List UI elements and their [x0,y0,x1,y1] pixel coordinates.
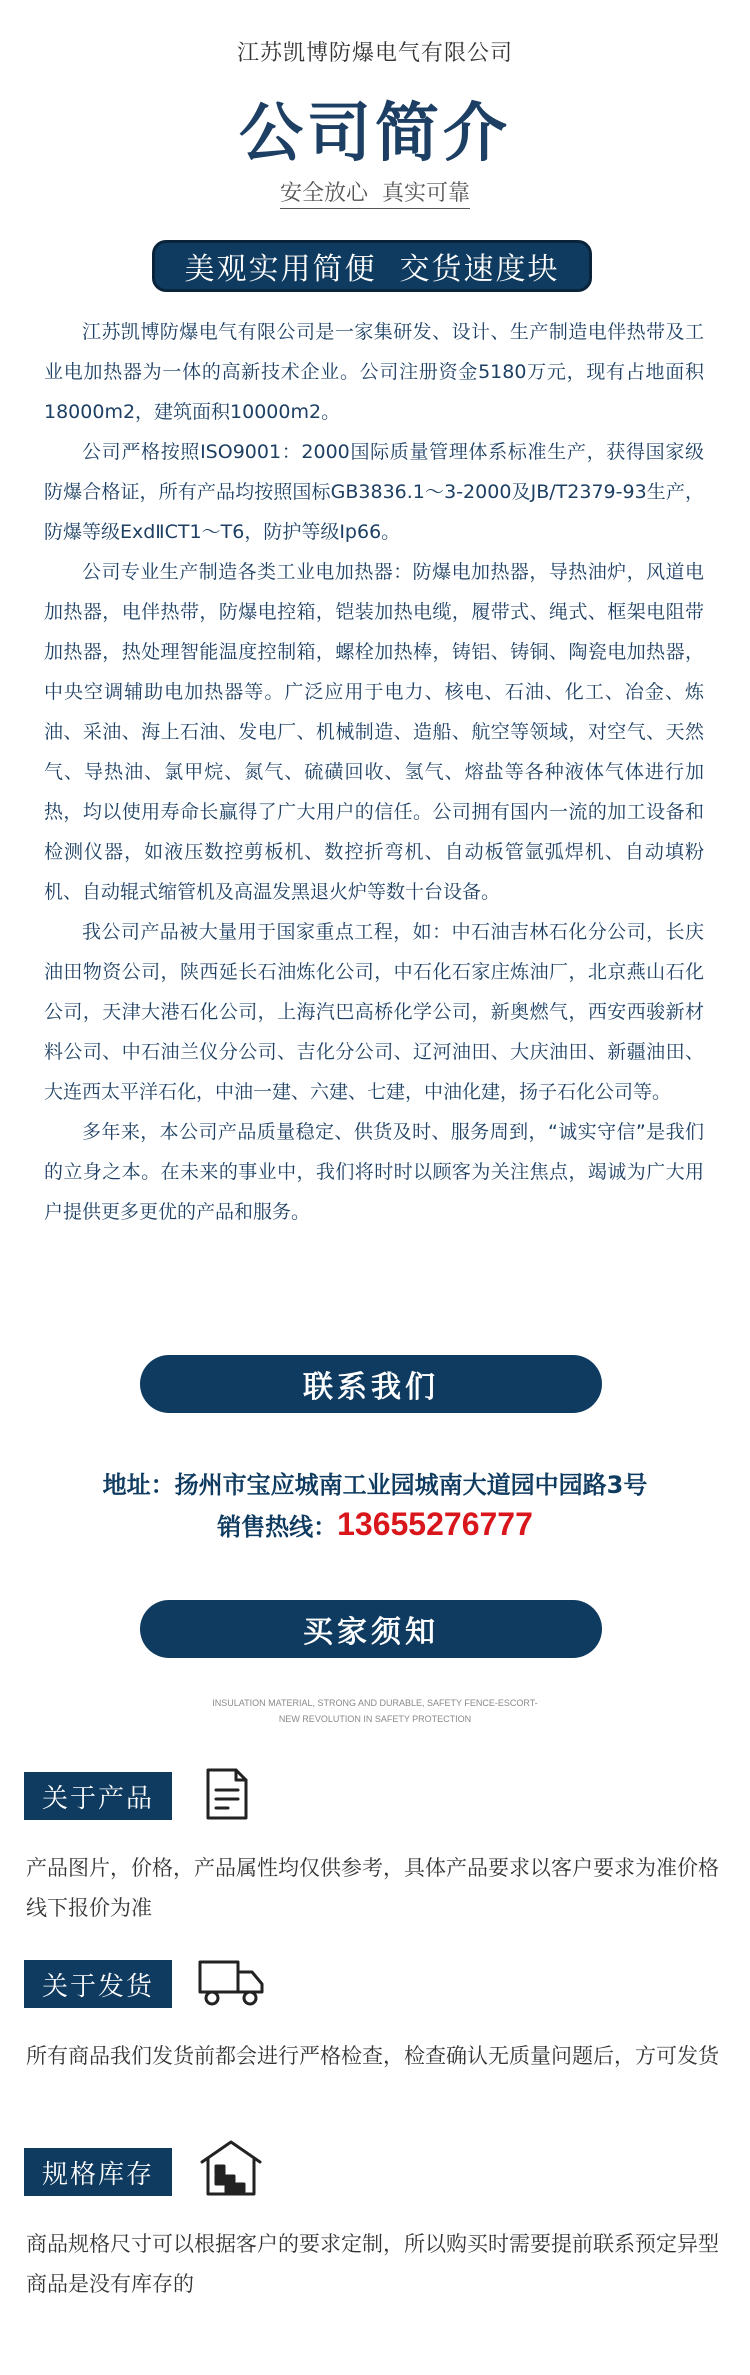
company-intro [44,312,704,1232]
shipping-note: 所有商品我们发货前都会进行严格检查，检查确认无质量问题后，方可发货 [26,2044,719,2068]
hotline-label: 销售热线： [217,1513,338,1541]
phone-number[interactable]: 13655276777 [337,1506,533,1542]
slogan-banner: 美观实用简便 交货速度块 [152,240,592,292]
buyer-notes-heading: 买家须知 [140,1600,602,1658]
contact-address: 地址：扬州市宝应城南工业园城南大道园中园路3号 [102,1471,648,1499]
page-subtitle [0,176,750,207]
intro-paragraph: 公司专业生产制造各类工业电加热器：防爆电加热器，导热油炉，风道电加热器，电伴热带，防爆电控箱，铠装加热电缆，履带式、绳式、框架电阻带加热器，热处理智能温度控制箱，螺栓加热棒，铸铝、铸铜、陶瓷电加热器，中央空调辅助电加热器等。广泛应用于电力、核电、石油、化工、冶金、炼油、采油、海上石油、发电厂、机械制造、造船、航空等领域，对空气、天然气、导热油、氯甲烷、氮气、硫磺回收、氢气、熔盐等各种液体气体进行加热，均以使用寿命长赢得了广大用户的信任。公司拥有国内一流的加工设备和检测仪器，如液压数控剪板机、数控折弯机、自动板管氩弧焊机、自动填粉机、自动辊式缩管机及高温发黑退火炉等数十台设备。 [44,561,704,903]
subtitle-text: 安全放心 真实可靠 [280,181,470,209]
intro-paragraph: 我公司产品被大量用于国家重点工程，如：中石油吉林石化分公司，长庆油田物资公司，陕西延长石油炼化公司，中石化石家庄炼油厂，北京燕山石化公司，天津大港石化公司，上海汽巴高桥化学公司，新奥燃气，西安西骏新材料公司、中石油兰仪分公司、吉化分公司、辽河油田、大庆油田、新疆油田、大连西太平洋石化，中油一建、六建、七建，中油化建，扬子石化公司等。 [44,921,704,1103]
product-note: 产品图片，价格，产品属性均仅供参考，具体产品要求以客户要求为准价格线下报价为准 [26,1856,719,1920]
section-label-shipping: 关于发货 [24,1960,172,2008]
intro-paragraph: 多年来，本公司产品质量稳定、供货及时、服务周到，“诚实守信”是我们的立身之本。在未来的事业中，我们将时时以顾客为关注焦点，竭诚为广大用户提供更多更优的产品和服务。 [44,1121,704,1223]
page-title: 公司简介 [239,97,511,171]
truck-icon [196,1952,266,2012]
section-label-product: 关于产品 [24,1772,172,1820]
intro-paragraph: 公司严格按照ISO9001：2000国际质量管理体系标准生产，获得国家级防爆合格证，所有产品均按照国标GB3836.1～3-2000及JB/T2379-93生产，防爆等级ExdⅡCT1～T6，防护等级Ip66。 [44,441,704,543]
warehouse-icon [196,2136,266,2196]
tagline [0,1695,750,1727]
stock-note: 商品规格尺寸可以根据客户的要求定制，所以购买时需要提前联系预定异型商品是没有库存的 [26,2232,719,2296]
company-name: 江苏凯博防爆电气有限公司 [236,41,513,66]
contact-heading: 联系我们 [140,1355,602,1413]
section-label-stock: 规格库存 [24,2148,172,2196]
document-icon [196,1764,256,1824]
sales-hotline [0,1506,750,1543]
tagline-line-1: INSULATION MATERIAL, STRONG AND DURABLE, SAFETY FENCE-ESCORT- [212,1698,538,1708]
intro-paragraph: 江苏凯博防爆电气有限公司是一家集研发、设计、生产制造电伴热带及工业电加热器为一体的高新技术企业。公司注册资金5180万元，现有占地面积18000m2，建筑面积10000m2。 [44,321,704,423]
tagline-line-2: NEW REVOLUTION IN SAFETY PROTECTION [278,1714,472,1724]
